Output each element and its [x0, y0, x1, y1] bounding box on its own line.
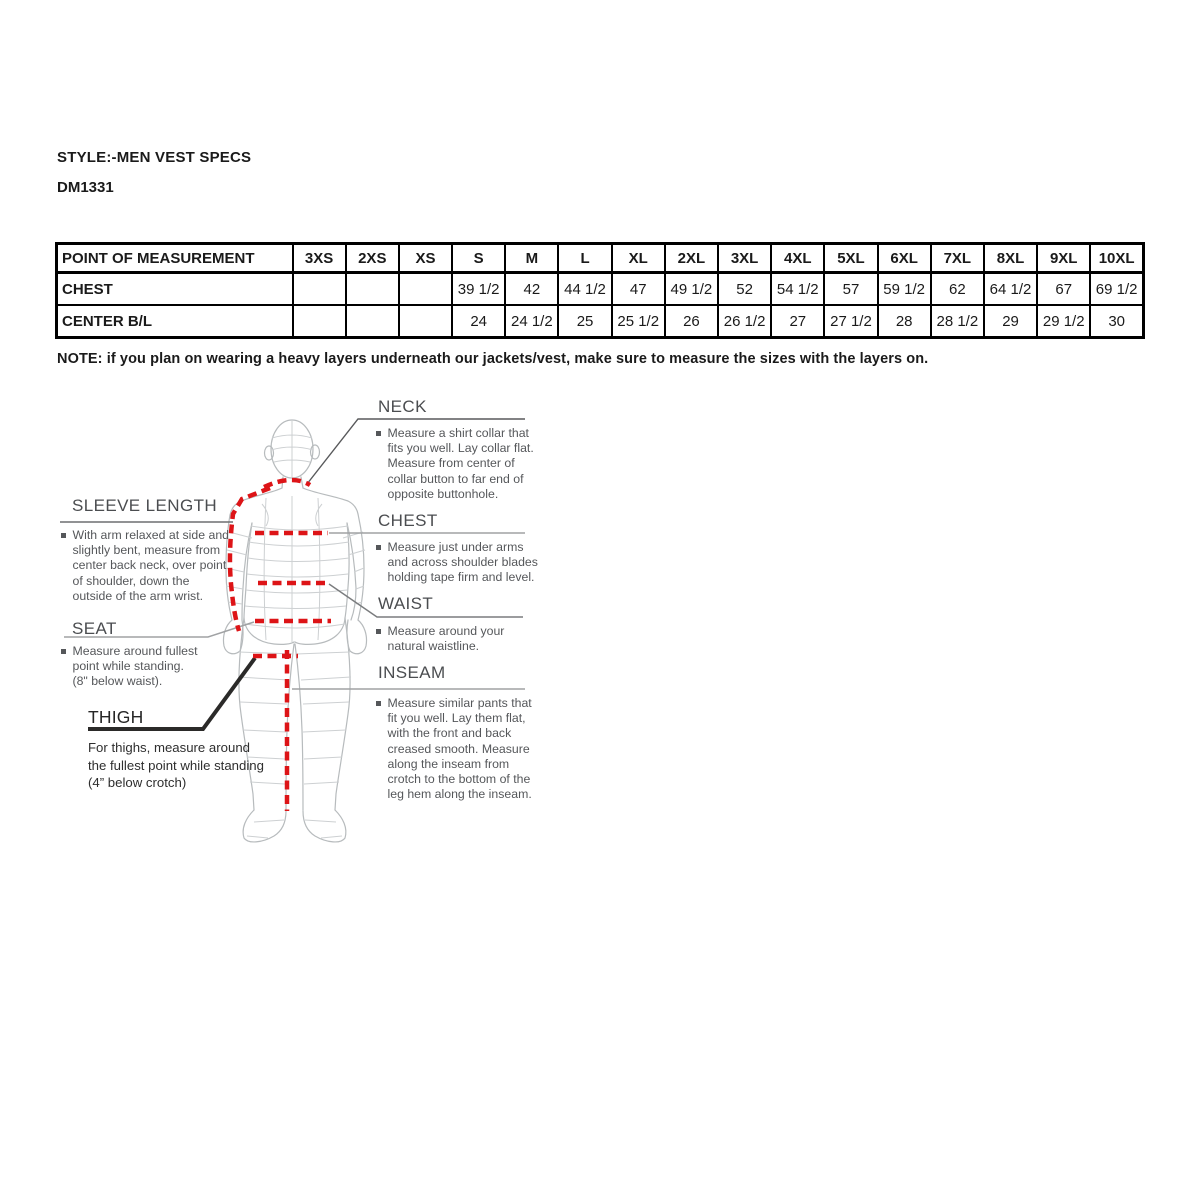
size-header: 3XS: [293, 244, 346, 273]
chest-value: [399, 273, 452, 306]
chest-value: 52: [718, 273, 771, 306]
seat-description: Measure around fullest point while standing. (8" below waist).: [61, 644, 201, 690]
row-label-chest: CHEST: [57, 273, 293, 306]
bullet-square-icon: [61, 533, 66, 538]
center-bl-value: 30: [1090, 305, 1143, 338]
size-header: L: [558, 244, 611, 273]
size-header: 9XL: [1037, 244, 1090, 273]
center-bl-value: 28: [878, 305, 931, 338]
chest-value: 59 1/2: [878, 273, 931, 306]
neck-description: Measure a shirt collar that fits you well. Lay collar flat. Measure from center of collar button to far end of opposite buttonhole.: [376, 426, 536, 502]
sleeve-length-heading: SLEEVE LENGTH: [72, 496, 218, 515]
bullet-square-icon: [376, 701, 381, 706]
chest-value: 54 1/2: [771, 273, 824, 306]
center-bl-value: [346, 305, 399, 338]
bullet-square-icon: [376, 545, 381, 550]
size-header: 7XL: [931, 244, 984, 273]
chest-value: 42: [505, 273, 558, 306]
size-header: 2XS: [346, 244, 399, 273]
waist-heading: WAIST: [378, 594, 434, 613]
center-bl-value: 24: [452, 305, 505, 338]
center-bl-value: [399, 305, 452, 338]
style-code: DM1331: [57, 179, 114, 196]
chest-value: 49 1/2: [665, 273, 718, 306]
chest-value: 62: [931, 273, 984, 306]
center-bl-value: 29: [984, 305, 1037, 338]
table-row-center-bl: [57, 305, 1144, 338]
column-header-point-of-measurement: POINT OF MEASUREMENT: [57, 244, 293, 273]
chest-value: 39 1/2: [452, 273, 505, 306]
neck-heading: NECK: [378, 397, 427, 416]
size-header: S: [452, 244, 505, 273]
center-bl-value: 24 1/2: [505, 305, 558, 338]
center-bl-value: 29 1/2: [1037, 305, 1090, 338]
center-bl-value: 25: [558, 305, 611, 338]
note-text: NOTE: if you plan on wearing a heavy layers underneath our jackets/vest, make sure to measure the sizes with the layers on.: [57, 351, 929, 367]
inseam-description: Measure similar pants that fit you well. Lay them flat, with the front and back creased smooth. Measure along the inseam from crotch to the bottom of the leg hem along the inseam.: [376, 696, 538, 803]
center-bl-value: 26 1/2: [718, 305, 771, 338]
chest-value: [346, 273, 399, 306]
center-bl-value: 27 1/2: [824, 305, 877, 338]
chest-value: 64 1/2: [984, 273, 1037, 306]
chest-value: 67: [1037, 273, 1090, 306]
table-row-chest: [57, 273, 1144, 306]
size-header: 4XL: [771, 244, 824, 273]
measurement-diagram: [48, 392, 540, 876]
size-header: M: [505, 244, 558, 273]
center-bl-value: 28 1/2: [931, 305, 984, 338]
thigh-heading: THIGH: [88, 707, 144, 727]
chest-description: Measure just under arms and across shoulder blades holding tape firm and level.: [376, 540, 538, 586]
size-table: [55, 242, 1145, 339]
center-bl-value: [293, 305, 346, 338]
size-header: 8XL: [984, 244, 1037, 273]
center-bl-value: 27: [771, 305, 824, 338]
size-header: 2XL: [665, 244, 718, 273]
size-header: XS: [399, 244, 452, 273]
size-header: 3XL: [718, 244, 771, 273]
center-bl-value: 25 1/2: [612, 305, 665, 338]
thigh-description: For thighs, measure around the fullest point while standing (4” below crotch): [88, 740, 264, 791]
inseam-heading: INSEAM: [378, 663, 446, 682]
seat-heading: SEAT: [72, 619, 117, 638]
waist-description: Measure around your natural waistline.: [376, 624, 516, 654]
chest-value: 69 1/2: [1090, 273, 1143, 306]
center-bl-value: 26: [665, 305, 718, 338]
bullet-square-icon: [376, 431, 381, 436]
size-header: 6XL: [878, 244, 931, 273]
size-header: XL: [612, 244, 665, 273]
size-table-header-row: [57, 244, 1144, 273]
bullet-square-icon: [376, 629, 381, 634]
size-header: 5XL: [824, 244, 877, 273]
chest-heading: CHEST: [378, 511, 438, 530]
page-title: STYLE:-MEN VEST SPECS: [57, 149, 252, 166]
sleeve-length-description: With arm relaxed at side and slightly bent, measure from center back neck, over point of shoulder, down the outside of the arm wrist.: [61, 528, 231, 604]
bullet-square-icon: [61, 649, 66, 654]
chest-value: 47: [612, 273, 665, 306]
size-header: 10XL: [1090, 244, 1143, 273]
chest-value: 44 1/2: [558, 273, 611, 306]
chest-value: 57: [824, 273, 877, 306]
chest-value: [293, 273, 346, 306]
row-label-center-bl: CENTER B/L: [57, 305, 293, 338]
